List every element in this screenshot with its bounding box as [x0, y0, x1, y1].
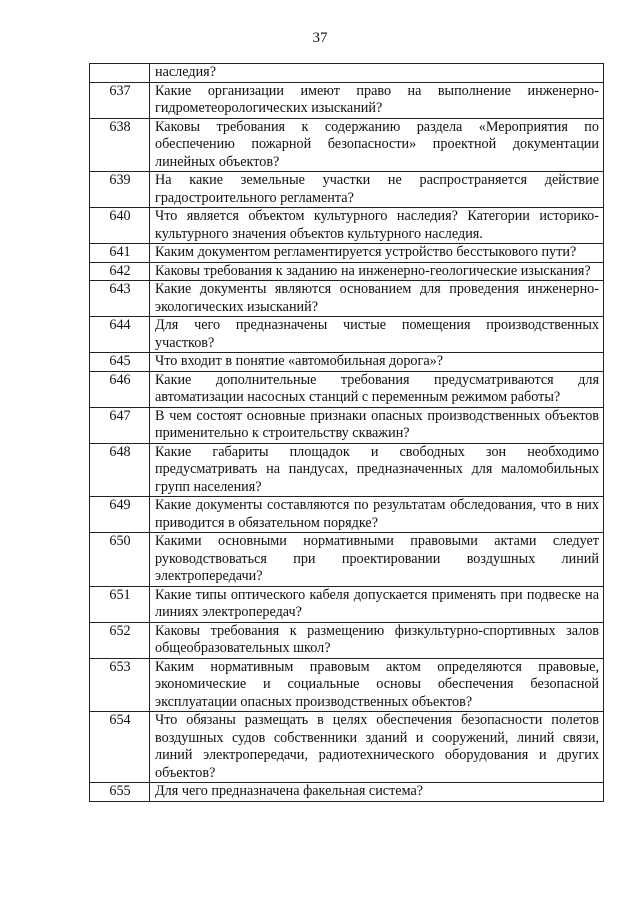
- question-number: 649: [90, 497, 150, 533]
- question-text: Каким документом регламентируется устройство бесстыкового пути?: [150, 244, 604, 263]
- table-row: [90, 172, 604, 208]
- question-text: Какие типы оптического кабеля допускается применять при подвеске на линиях электропередач?: [150, 586, 604, 622]
- question-number: 642: [90, 262, 150, 281]
- table-row: [90, 658, 604, 712]
- table-row: [90, 353, 604, 372]
- question-text: Каковы требования к заданию на инженерно-геологические изыскания?: [150, 262, 604, 281]
- question-number: 644: [90, 317, 150, 353]
- question-number: 639: [90, 172, 150, 208]
- question-number: 643: [90, 281, 150, 317]
- question-number: 647: [90, 407, 150, 443]
- table-row: [90, 244, 604, 263]
- question-number: 641: [90, 244, 150, 263]
- question-number: 645: [90, 353, 150, 372]
- table-row: [90, 497, 604, 533]
- table-row: [90, 118, 604, 172]
- question-text: В чем состоят основные признаки опасных производственных объектов применительно к строительству скважин?: [150, 407, 604, 443]
- question-text: Какие документы являются основанием для проведения инженерно-экологических изысканий?: [150, 281, 604, 317]
- table-row: [90, 712, 604, 783]
- table-row: [90, 64, 604, 83]
- page-number: 37: [312, 30, 328, 46]
- table-row: [90, 443, 604, 497]
- table-row: [90, 262, 604, 281]
- table-row: [90, 622, 604, 658]
- table-row: [90, 82, 604, 118]
- question-text: Какие габариты площадок и свободных зон необходимо предусматривать на пандусах, предназначенных для маломобильных групп населения?: [150, 443, 604, 497]
- question-text: Какими основными нормативными правовыми актами следует руководствоваться при проектировании воздушных линий электропередачи?: [150, 533, 604, 587]
- table-row: [90, 407, 604, 443]
- question-number: 655: [90, 783, 150, 802]
- table-row: [90, 208, 604, 244]
- table-row: [90, 783, 604, 802]
- question-text: Что является объектом культурного наследия? Категории историко-культурного значения объектов культурного наследия.: [150, 208, 604, 244]
- table-row: [90, 317, 604, 353]
- question-text: Каковы требования к размещению физкультурно-спортивных залов общеобразовательных школ?: [150, 622, 604, 658]
- question-text: На какие земельные участки не распространяется действие градостроительного регламента?: [150, 172, 604, 208]
- table-row: [90, 586, 604, 622]
- table-row: [90, 371, 604, 407]
- table-row: [90, 533, 604, 587]
- question-number: 650: [90, 533, 150, 587]
- question-text: Какие дополнительные требования предусматриваются для автоматизации насосных станций с переменным режимом работы?: [150, 371, 604, 407]
- question-number: 637: [90, 82, 150, 118]
- question-number: 651: [90, 586, 150, 622]
- question-text: Каковы требования к содержанию раздела «Мероприятия по обеспечению пожарной безопасности» проектной документации линейных объектов?: [150, 118, 604, 172]
- question-text: Для чего предназначены чистые помещения производственных участков?: [150, 317, 604, 353]
- question-number: 648: [90, 443, 150, 497]
- question-number: 638: [90, 118, 150, 172]
- question-number: 640: [90, 208, 150, 244]
- question-text: Какие документы составляются по результатам обследования, что в них приводится в обязательном порядке?: [150, 497, 604, 533]
- question-number: [90, 64, 150, 83]
- question-number: 654: [90, 712, 150, 783]
- question-number: 653: [90, 658, 150, 712]
- question-number: 646: [90, 371, 150, 407]
- question-text: наследия?: [150, 64, 604, 83]
- question-text: Что входит в понятие «автомобильная дорога»?: [150, 353, 604, 372]
- question-text: Какие организации имеют право на выполнение инженерно-гидрометеорологических изысканий?: [150, 82, 604, 118]
- question-text: Что обязаны размещать в целях обеспечения безопасности полетов воздушных судов собственники зданий и сооружений, линий связи, линий электропередачи, радиотехнического оборудования и других объектов?: [150, 712, 604, 783]
- questions-table-body: [90, 64, 604, 802]
- table-row: [90, 281, 604, 317]
- question-text: Для чего предназначена факельная система?: [150, 783, 604, 802]
- question-number: 652: [90, 622, 150, 658]
- question-text: Каким нормативным правовым актом определяются правовые, экономические и социальные основы обеспечения безопасной эксплуатации опасных производственных объектов?: [150, 658, 604, 712]
- questions-table: [89, 63, 604, 802]
